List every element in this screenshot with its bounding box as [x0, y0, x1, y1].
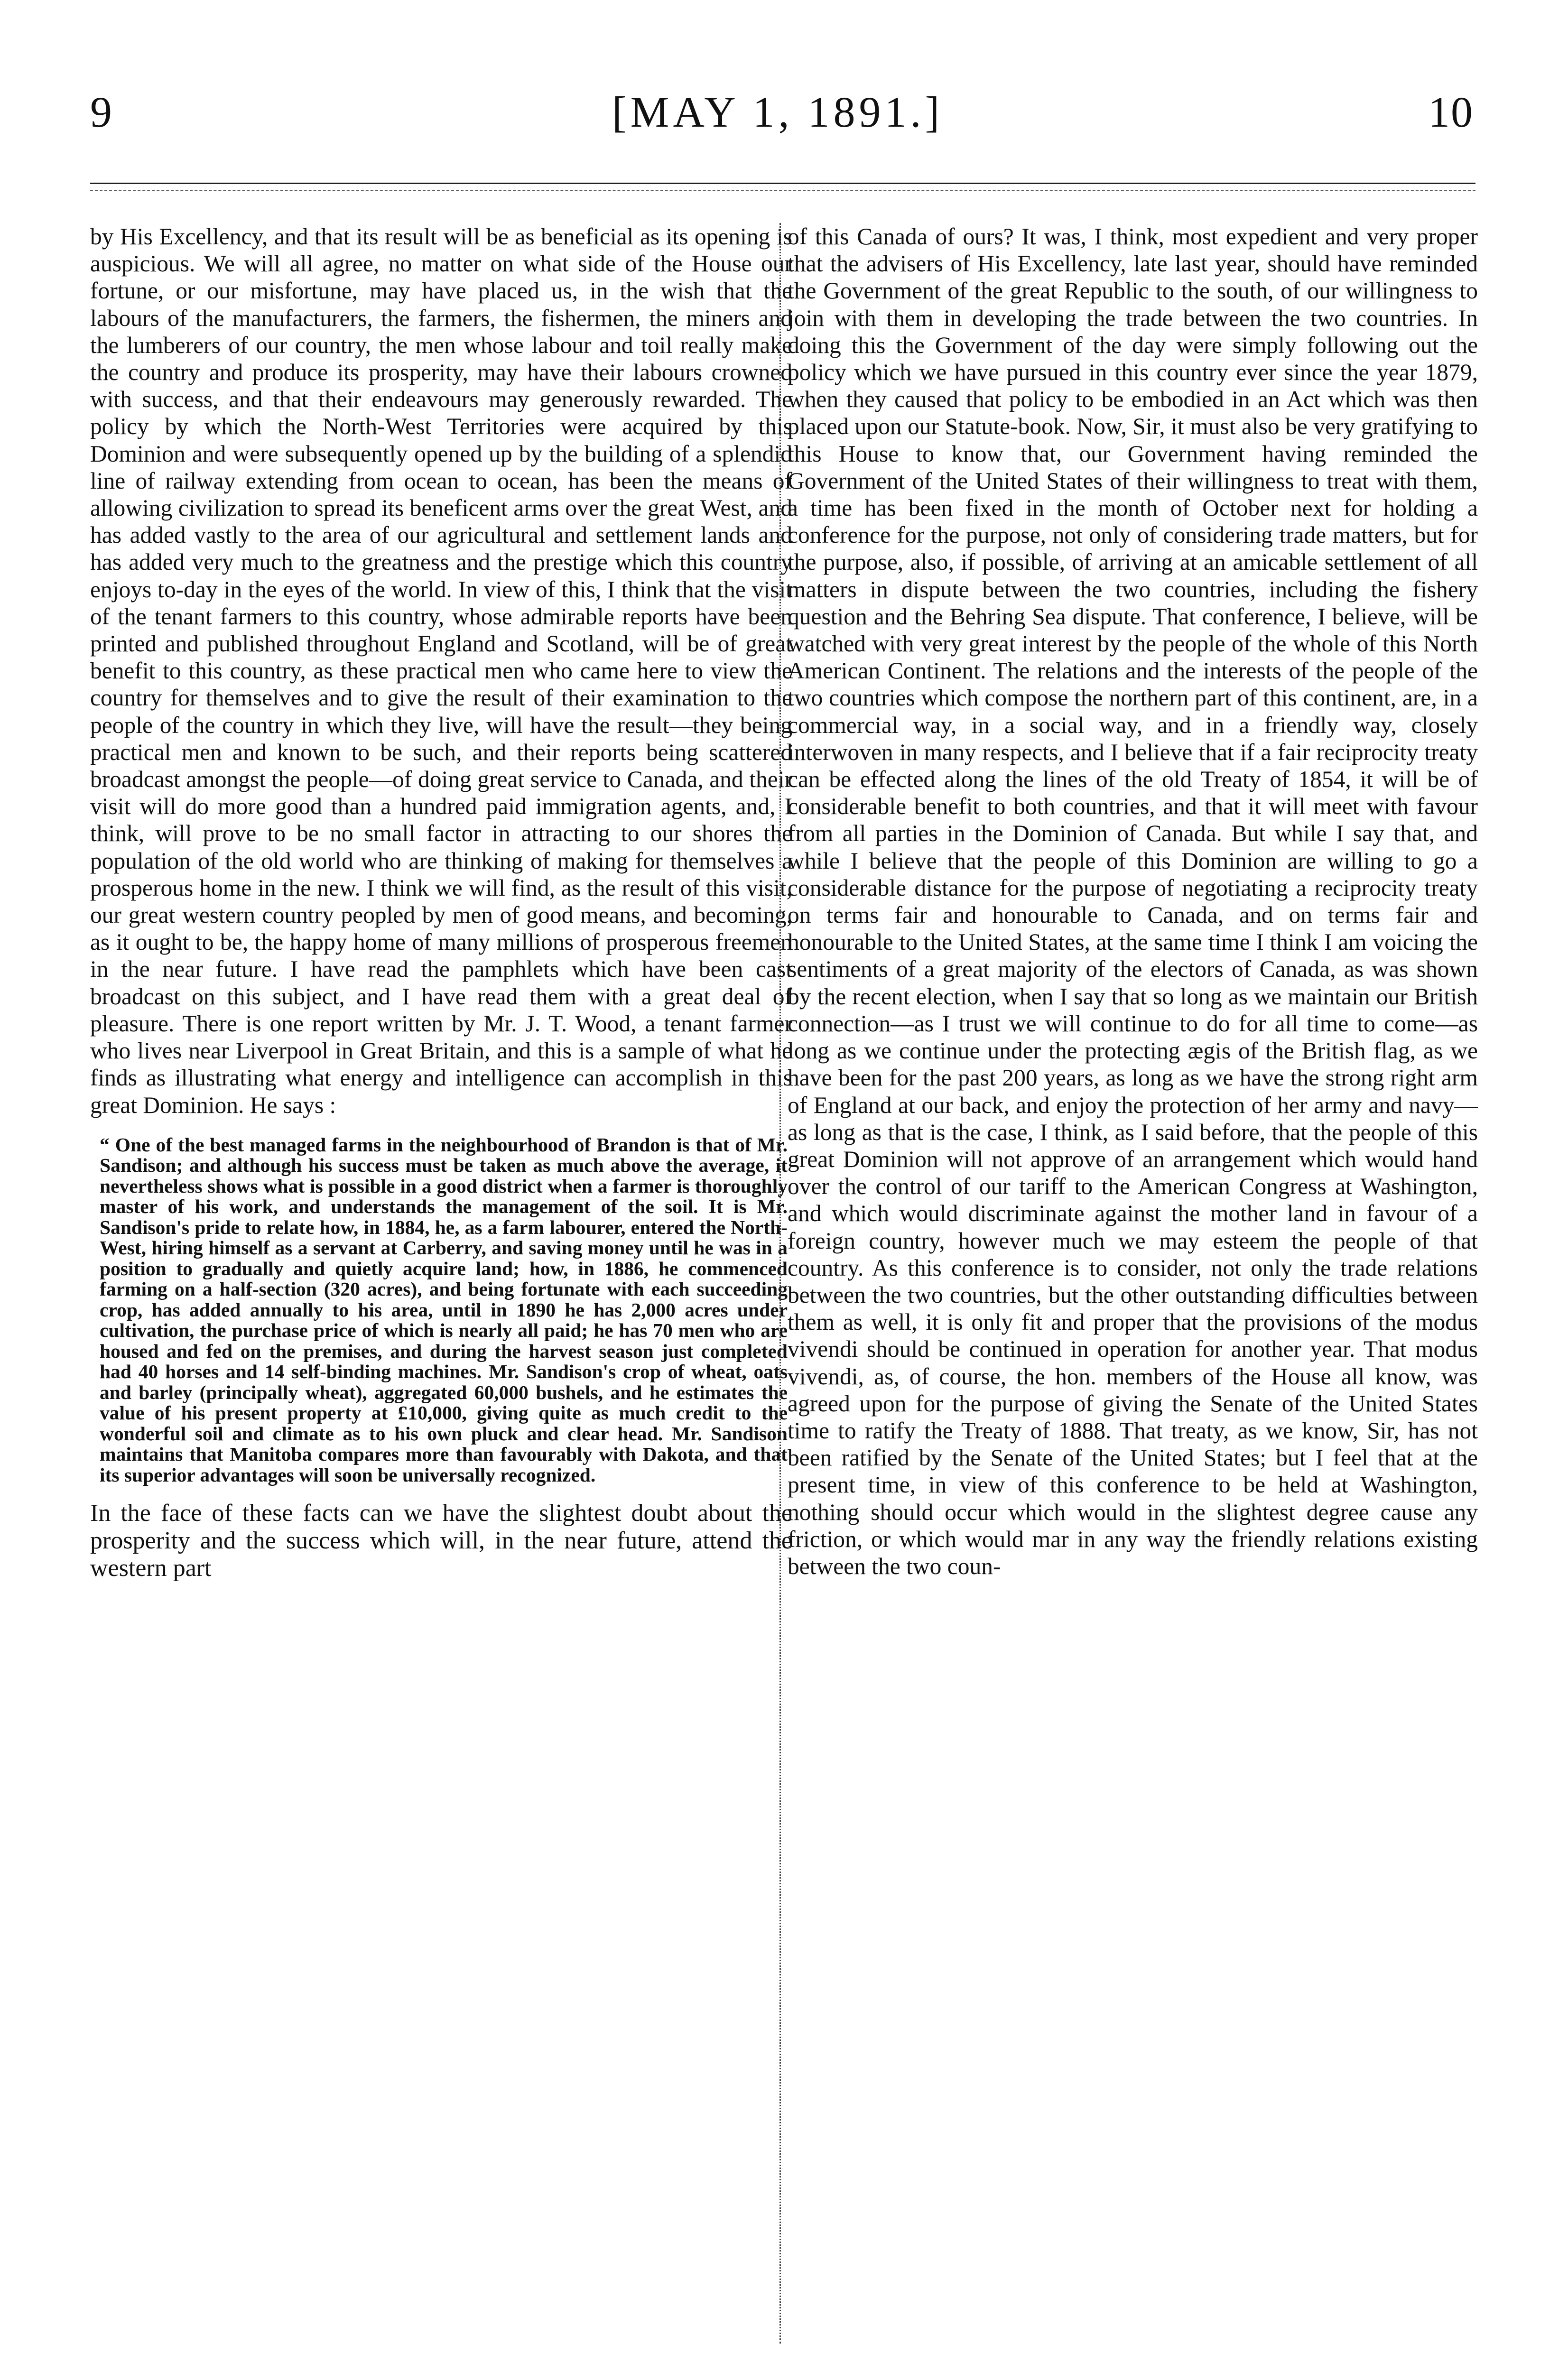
right-column — [788, 223, 1478, 1580]
column-divider — [779, 223, 781, 2344]
header-rule-dashed — [90, 190, 1475, 191]
right-paragraph-1: of this Canada of ours? It was, I think, most expedient and very proper that the advisers of His Excellency, late last year, should have reminded the Government of the great Republic to the south, of our willingness to join with them in developing the trade between the two countries. In doing this the Government of the day were simply following out the policy which we have pursued in this country ever since the year 1879, when they caused that policy to be embodied in an Act which was then placed upon our Statute-book. Now, Sir, it must also be very gratifying to this House to know that, our Government having reminded the Government of the United States of their willingness to treat with them, a time has been fixed in the month of October next for holding a conference for the purpose, not only of considering trade matters, but for the purpose, also, if possible, of arriving at an amicable settlement of all matters in dispute between the two countries, including the fishery question and the Behring Sea dispute. That conference, I believe, will be watched with very great interest by the people of the whole of this North American Continent. The relations and the interests of the people of the two countries which compose the northern part of this continent, are, in a commercial way, in a social way, and in a friendly way, closely interwoven in many respects, and I believe that if a fair reciprocity treaty can be effected along the lines of the old Treaty of 1854, it will be of considerable benefit to both countries, and that it will meet with favour from all parties in the Dominion of Canada. But while I say that, and while I believe that the people of this Dominion are willing to go a considerable distance for the purpose of negotiating a reciprocity treaty on terms fair and honourable to Canada, and on terms fair and honourable to the United States, at the same time I think I am voicing the sentiments of a great majority of the electors of Canada, as was shown by the recent election, when I say that so long as we maintain our British connection—as I trust we will continue to do for all time to come—as long as we continue under the protecting ægis of the British flag, as we have been for the past 200 years, as long as we have the strong right arm of England at our back, and enjoy the protection of her army and navy—as long as that is the case, I think, as I said before, that the people of this great Dominion will not approve of an arrangement which would hand over the control of our tariff to the American Congress at Washington, and which would discriminate against the mother land in favour of a foreign country, however much we may esteem the people of that country. As this conference is to consider, not only the trade relations between the two countries, but the other outstanding difficulties between them as well, it is only fit and proper that the provisions of the modus vivendi should be continued in operation for another year. That modus vivendi, as, of course, the hon. members of the House all know, was agreed upon for the purpose of giving the Senate of the United States time to ratify the Treaty of 1888. That treaty, as we know, Sir, has not been ratified by the Senate of the United States; but I feel that at the present time, in view of this conference to be held at Washington, nothing should occur which would in the slightest degree cause any friction, or which would mar in any way the friendly relations existing between the two coun- — [788, 223, 1478, 1579]
page-date-header: [MAY 1, 1891.] — [612, 88, 944, 136]
left-paragraph-2: In the face of these facts can we have the slightest doubt about the prosperity and the success which will, in the near future, attend the western part — [90, 1500, 792, 1582]
page-number-right: 10 — [1428, 88, 1474, 136]
header-rule — [90, 183, 1475, 184]
quoted-report: “ One of the best managed farms in the neighbourhood of Brandon is that of Mr. Sandison; and although his success must be taken as much above the average, it nevertheless shows what is possible in a good district when a farmer is thoroughly master of his work, and understands the management of the soil. It is Mr. Sandison's pride to relate how, in 1884, he, as a farm labourer, entered the North-West, hiring himself as a servant at Carberry, and saving money until he was in a position to gradually and quietly acquire land; how, in 1886, he commenced farming on a half-section (320 acres), and being fortunate with each succeeding crop, has added annually to his area, until in 1890 he has 2,000 acres under cultivation, the purchase price of which is nearly all paid; he has 70 men who are housed and fed on the premises, and during the harvest season just completed had 40 horses and 14 self-binding machines. Mr. Sandison's crop of wheat, oats and barley (principally wheat), aggregated 60,000 bushels, and he estimates the value of his present property at £10,000, giving quite as much credit to the wonderful soil and climate as to his own pluck and clear head. Mr. Sandison maintains that Manitoba compares more than favourably with Dakota, and that its superior advantages will soon be universally recognized. — [100, 1133, 788, 1486]
page-number-left: 9 — [90, 88, 113, 136]
left-column — [90, 223, 792, 1582]
left-paragraph-1: by His Excellency, and that its result will be as beneficial as its opening is auspicious. We will all agree, no matter on what side of the House our fortune, or our misfortune, may have placed us, in the wish that the labours of the manufacturers, the farmers, the fishermen, the miners and the lumberers of our country, the men whose labour and toil really make the country and produce its prosperity, may have their labours crowned with success, and that their endeavours may generously rewarded. The policy by which the North-West Territories were acquired by this Dominion and were subsequently opened up by the building of a splendid line of railway extending from ocean to ocean, has been the means of allowing civilization to spread its beneficent arms over the great West, and has added vastly to the area of our agricultural and settlement lands and has added very much to the greatness and the prestige which this country enjoys to-day in the eyes of the world. In view of this, I think that the visit of the tenant farmers to this country, whose admirable reports have been printed and published throughout England and Scotland, will be of great benefit to this country, as these practical men who came here to view the country for themselves and to give the result of their examination to the people of the country in which they live, will have the result—they being practical men and known to be such, and their reports being scattered broadcast amongst the people—of doing great service to Canada, and their visit will do more good than a hundred paid immigration agents, and, I think, will prove to be no small factor in attracting to our shores the population of the old world who are thinking of making for themselves a prosperous home in the new. I think we will find, as the result of this visit, our great western country peopled by men of good means, and becoming, as it ought to be, the happy home of many millions of prosperous freemen in the near future. I have read the pamphlets which have been cast broadcast on this subject, and I have read them with a great deal of pleasure. There is one report written by Mr. J. T. Wood, a tenant farmer who lives near Liverpool in Great Britain, and this is a sample of what he finds as illustrating what energy and intelligence can accomplish in this great Dominion. He says : — [90, 223, 792, 1118]
